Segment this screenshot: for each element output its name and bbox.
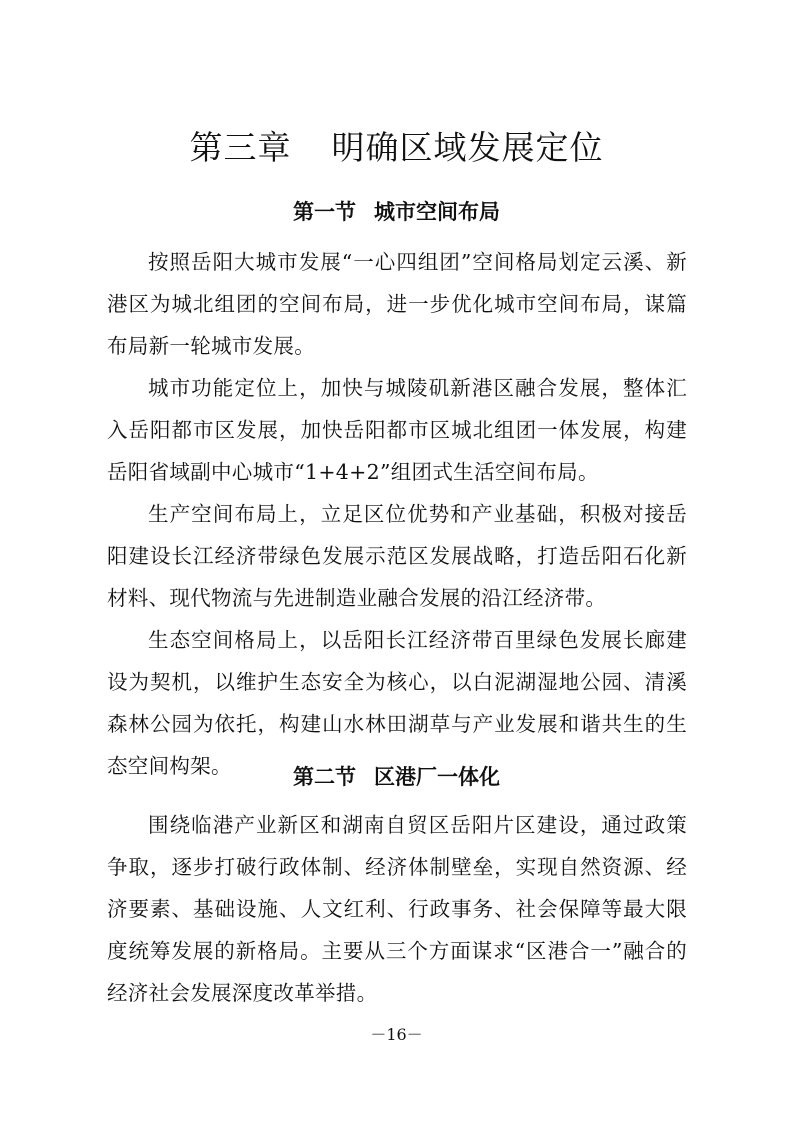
section-name: 区港厂一体化 [374, 765, 500, 789]
page-number: －16－ [370, 1025, 423, 1044]
paragraph-urban-function: 城市功能定位上，加快与城陵矶新港区融合发展，整体汇入岳阳都市区发展，加快岳阳都市区城北组团一体发展，构建岳阳省域副中心城市“1+4+2”组团式生活空间布局。 [107, 376, 687, 484]
section-name: 城市空间布局 [374, 200, 500, 224]
chapter-number: 第三章 [189, 128, 292, 167]
paragraph-production-space: 生产空间布局上，立足区位优势和产业基础，积极对接岳阳建设长江经济带绿色发展示范区发展战略，打造岳阳石化新材料、现代物流与先进制造业融合发展的沿江经济带。 [107, 502, 687, 610]
paragraph-port-integration: 围绕临港产业新区和湖南自贸区岳阳片区建设，通过政策争取，逐步打破行政体制、经济体制壁垒，实现自然资源、经济要素、基础设施、人文红利、行政事务、社会保障等最大限度统筹发展的新格局。主要从三个方面谋求“区港合一”融合的经济社会发展深度改革举措。 [107, 813, 687, 1005]
paragraph-ecological-space: 生态空间格局上，以岳阳长江经济带百里绿色发展长廊建设为契机，以维护生态安全为核心，以白泥湖湿地公园、清溪森林公园为依托，构建山水林田湖草与产业发展和谐共生的生态空间构架。 [107, 628, 687, 778]
paragraph-spatial-layout: 按照岳阳大城市发展“一心四组团”空间格局划定云溪、新港区为城北组团的空间布局，进一步优化城市空间布局，谋篇布局新一轮城市发展。 [107, 250, 687, 358]
section-number: 第一节 [293, 200, 356, 224]
section-title-1 [0, 197, 793, 227]
section-title-2 [0, 762, 793, 792]
section-number: 第二节 [293, 765, 356, 789]
chapter-title [0, 126, 793, 170]
chapter-name: 明确区域发展定位 [331, 128, 604, 167]
